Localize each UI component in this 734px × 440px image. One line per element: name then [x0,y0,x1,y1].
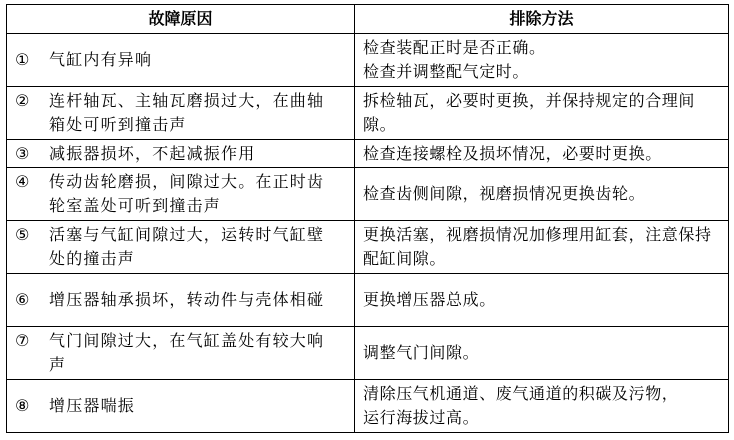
method-text: 更换活塞，视磨损情况加修理用缸套，注意保持配缸间隙。 [363,225,712,268]
cause-cell [7,140,355,168]
row-number: ⑦ [15,331,30,350]
method-cell [355,327,729,380]
method-text: 运行海拔过高。 [363,408,480,427]
method-cell [355,380,729,433]
method-cell [355,87,729,140]
row-number: ② [15,91,30,110]
row-number: ⑤ [15,225,30,244]
header-method: 排除方法 [355,5,729,34]
cause-text: 增压器轴承损坏，转动件与壳体相碰 [49,290,325,309]
table-row [7,380,729,433]
cause-text: 传动齿轮磨损，间隙过大。在正时齿轮室盖处可听到撞击声 [49,172,325,215]
table-row [7,274,729,327]
table-row [7,34,729,87]
cause-cell [7,380,355,433]
row-number: ⑥ [15,290,30,309]
method-text: 检查装配正时是否正确。 [363,38,546,57]
row-number: ④ [15,172,30,191]
method-cell [355,274,729,327]
cause-text: 活塞与气缸间隙过大，运转时气缸壁处的撞击声 [49,225,325,268]
header-cause: 故障原因 [7,5,355,34]
method-text: 调整气门间隙。 [363,343,480,362]
table-row [7,221,729,274]
cause-text: 气缸内有异响 [49,50,153,69]
cause-text: 气门间隙过大，在气缸盖处有较大响声 [49,331,325,374]
table-row [7,327,729,380]
cause-text: 增压器喘振 [49,396,136,415]
cause-cell [7,87,355,140]
fault-table [6,4,729,433]
table-row [7,168,729,221]
method-text: 拆检轴瓦，必要时更换，并保持规定的合理间隙。 [363,91,696,134]
table-row [7,87,729,140]
method-cell [355,168,729,221]
table-header-row [7,5,729,34]
cause-cell [7,34,355,87]
cause-cell [7,327,355,380]
cause-text: 减振器损坏，不起减振作用 [49,143,256,163]
method-text: 检查并调整配气定时。 [363,62,530,81]
method-cell [355,140,729,168]
fault-table-container [6,4,728,433]
method-cell [355,221,729,274]
table-row [7,140,729,168]
cause-cell [7,274,355,327]
row-number: ⑧ [15,396,30,415]
method-text: 检查齿侧间隙，视磨损情况更换齿轮。 [363,184,646,203]
cause-text: 连杆轴瓦、主轴瓦磨损过大，在曲轴箱处可听到撞击声 [49,91,325,134]
method-cell [355,34,729,87]
row-number: ① [15,50,30,69]
row-number: ③ [15,143,30,163]
cause-cell [7,168,355,221]
method-text: 更换增压器总成。 [363,290,496,309]
cause-cell [7,221,355,274]
method-text: 清除压气机通道、废气通道的积碳及污物， [363,384,679,403]
method-text: 检查连接螺栓及损坏情况，必要时更换。 [363,143,662,163]
